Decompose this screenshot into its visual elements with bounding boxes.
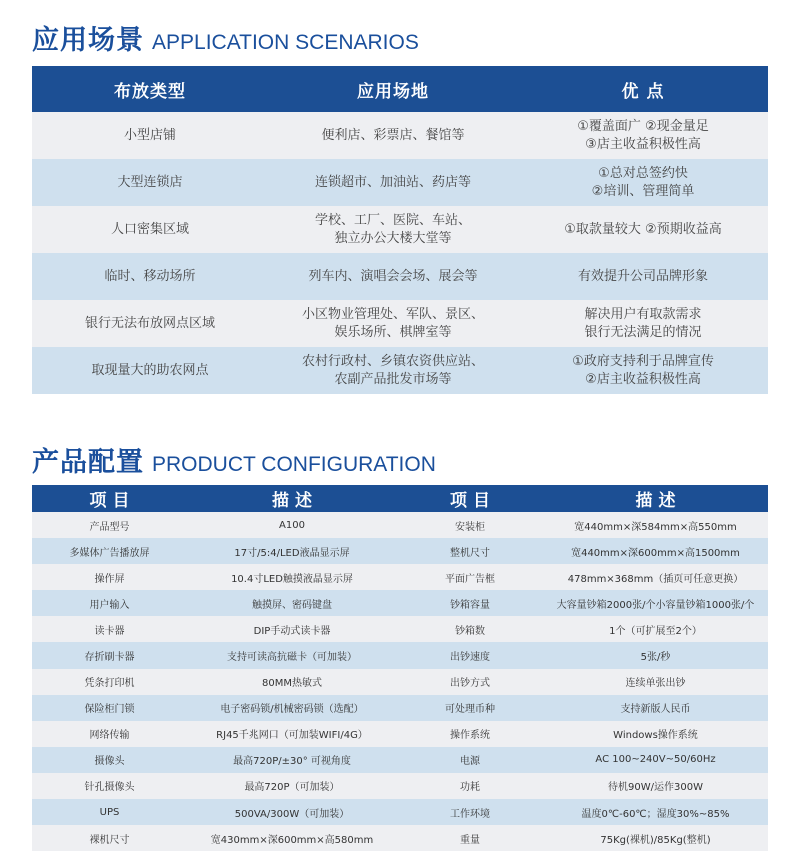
table-cell: 列车内、演唱会会场、展会等 bbox=[268, 253, 518, 300]
table-row bbox=[32, 642, 768, 668]
table-cell: 5张/秒 bbox=[543, 642, 768, 668]
table-cell: 安装柜 bbox=[397, 512, 543, 538]
section-title-en: PRODUCT CONFIGURATION bbox=[152, 453, 436, 476]
table-cell: 便利店、彩票店、餐馆等 bbox=[268, 112, 518, 159]
scenarios-table bbox=[32, 66, 768, 394]
configuration-table bbox=[32, 485, 768, 851]
table-cell: RJ45千兆网口（可加装WIFI/4G） bbox=[187, 721, 397, 747]
table-cell: 产品型号 bbox=[32, 512, 187, 538]
table-cell: 宽440mm×深584mm×高550mm bbox=[543, 512, 768, 538]
table-cell: 80MM热敏式 bbox=[187, 669, 397, 695]
section-title-zh: 应用场景 bbox=[32, 25, 144, 56]
table-cell: 大型连锁店 bbox=[32, 159, 268, 206]
table-cell: 保险柜门锁 bbox=[32, 695, 187, 721]
table-cell: 支持新版人民币 bbox=[543, 695, 768, 721]
table-cell: 小区物业管理处、军队、景区、 娱乐场所、棋牌室等 bbox=[268, 300, 518, 347]
table-cell: 有效提升公司品牌形象 bbox=[518, 253, 768, 300]
section-title-zh: 产品配置 bbox=[32, 447, 144, 478]
table-row bbox=[32, 112, 768, 159]
table-cell: 大容量钞箱2000张/个小容量钞箱1000张/个 bbox=[543, 590, 768, 616]
table-cell: 出钞速度 bbox=[397, 642, 543, 668]
table-row bbox=[32, 206, 768, 253]
section-title-scenarios bbox=[32, 18, 419, 57]
table-cell: 电子密码锁/机械密码锁（选配） bbox=[187, 695, 397, 721]
table-cell: 宽440mm×深600mm×高1500mm bbox=[543, 538, 768, 564]
table-cell: 农村行政村、乡镇农资供应站、 农副产品批发市场等 bbox=[268, 347, 518, 394]
table-cell: 操作屏 bbox=[32, 564, 187, 590]
table-row bbox=[32, 616, 768, 642]
table-cell: 10.4寸LED触摸液晶显示屏 bbox=[187, 564, 397, 590]
table-cell: 最高720P/±30° 可视角度 bbox=[187, 747, 397, 773]
table-cell: 钞箱数 bbox=[397, 616, 543, 642]
table-cell: 裸机尺寸 bbox=[32, 825, 187, 851]
table-cell: 最高720P（可加装） bbox=[187, 773, 397, 799]
table-cell: 1个（可扩展至2个） bbox=[543, 616, 768, 642]
table-cell: 读卡器 bbox=[32, 616, 187, 642]
table-cell: 75Kg(裸机)/85Kg(整机) bbox=[543, 825, 768, 851]
table-row bbox=[32, 159, 768, 206]
table-cell: 温度0℃-60℃；湿度30%~85% bbox=[543, 799, 768, 825]
table-cell: 钞箱容量 bbox=[397, 590, 543, 616]
table-row bbox=[32, 799, 768, 825]
section-title-en: APPLICATION SCENARIOS bbox=[152, 31, 419, 54]
table-cell: 多媒体广告播放屏 bbox=[32, 538, 187, 564]
table-cell: 500VA/300W（可加装） bbox=[187, 799, 397, 825]
table-row bbox=[32, 695, 768, 721]
table-row bbox=[32, 253, 768, 300]
table-cell: 临时、移动场所 bbox=[32, 253, 268, 300]
table-row bbox=[32, 512, 768, 538]
table-row bbox=[32, 747, 768, 773]
table-cell: 工作环境 bbox=[397, 799, 543, 825]
table-cell: 待机90W/运作300W bbox=[543, 773, 768, 799]
table-cell: 操作系统 bbox=[397, 721, 543, 747]
table-cell: 可处理币种 bbox=[397, 695, 543, 721]
table-cell: 功耗 bbox=[397, 773, 543, 799]
table-cell: 小型店铺 bbox=[32, 112, 268, 159]
table-cell: 17寸/5:4/LED液晶显示屏 bbox=[187, 538, 397, 564]
header-cell-type: 布放类型 bbox=[32, 66, 268, 112]
table-cell: 478mm×368mm（插页可任意更换） bbox=[543, 564, 768, 590]
table-cell: UPS bbox=[32, 799, 187, 825]
table-cell: 连续单张出钞 bbox=[543, 669, 768, 695]
header-cell-description: 描 述 bbox=[543, 485, 768, 512]
table-cell: 宽430mm×深600mm×高580mm bbox=[187, 825, 397, 851]
table-cell: 取现量大的助农网点 bbox=[32, 347, 268, 394]
table-cell: ①总对总签约快 ②培训、管理简单 bbox=[518, 159, 768, 206]
table-cell: 人口密集区域 bbox=[32, 206, 268, 253]
table-cell: 解决用户有取款需求 银行无法满足的情况 bbox=[518, 300, 768, 347]
table-cell: 用户输入 bbox=[32, 590, 187, 616]
table-cell: ①取款量较大 ②预期收益高 bbox=[518, 206, 768, 253]
table-cell: 电源 bbox=[397, 747, 543, 773]
table-cell: A100 bbox=[187, 512, 397, 538]
table-cell: 摄像头 bbox=[32, 747, 187, 773]
table-row bbox=[32, 347, 768, 394]
table-cell: Windows操作系统 bbox=[543, 721, 768, 747]
table-cell: 凭条打印机 bbox=[32, 669, 187, 695]
table-row bbox=[32, 564, 768, 590]
table-cell: 存折刷卡器 bbox=[32, 642, 187, 668]
header-cell-item: 项 目 bbox=[32, 485, 187, 512]
header-cell-item: 项 目 bbox=[397, 485, 543, 512]
header-cell-advantage: 优 点 bbox=[518, 66, 768, 112]
table-row bbox=[32, 825, 768, 851]
table-header-row bbox=[32, 66, 768, 112]
table-cell: ①覆盖面广 ②现金量足 ③店主收益积极性高 bbox=[518, 112, 768, 159]
table-header-row bbox=[32, 485, 768, 512]
table-cell: ①政府支持利于品牌宣传 ②店主收益积极性高 bbox=[518, 347, 768, 394]
table-cell: 重量 bbox=[397, 825, 543, 851]
section-title-configuration bbox=[32, 440, 436, 479]
table-cell: 整机尺寸 bbox=[397, 538, 543, 564]
table-cell: DIP手动式读卡器 bbox=[187, 616, 397, 642]
table-cell: 支持可读高抗磁卡（可加装） bbox=[187, 642, 397, 668]
table-cell: 出钞方式 bbox=[397, 669, 543, 695]
table-row bbox=[32, 590, 768, 616]
header-cell-site: 应用场地 bbox=[268, 66, 518, 112]
table-row bbox=[32, 300, 768, 347]
table-cell: AC 100~240V~50/60Hz bbox=[543, 747, 768, 773]
table-row bbox=[32, 773, 768, 799]
table-cell: 银行无法布放网点区域 bbox=[32, 300, 268, 347]
table-cell: 学校、工厂、医院、车站、 独立办公大楼大堂等 bbox=[268, 206, 518, 253]
table-cell: 针孔摄像头 bbox=[32, 773, 187, 799]
table-cell: 网络传输 bbox=[32, 721, 187, 747]
table-cell: 触摸屏、密码键盘 bbox=[187, 590, 397, 616]
table-cell: 平面广告框 bbox=[397, 564, 543, 590]
header-cell-description: 描 述 bbox=[187, 485, 397, 512]
table-row bbox=[32, 669, 768, 695]
table-row bbox=[32, 721, 768, 747]
table-cell: 连锁超市、加油站、药店等 bbox=[268, 159, 518, 206]
table-row bbox=[32, 538, 768, 564]
